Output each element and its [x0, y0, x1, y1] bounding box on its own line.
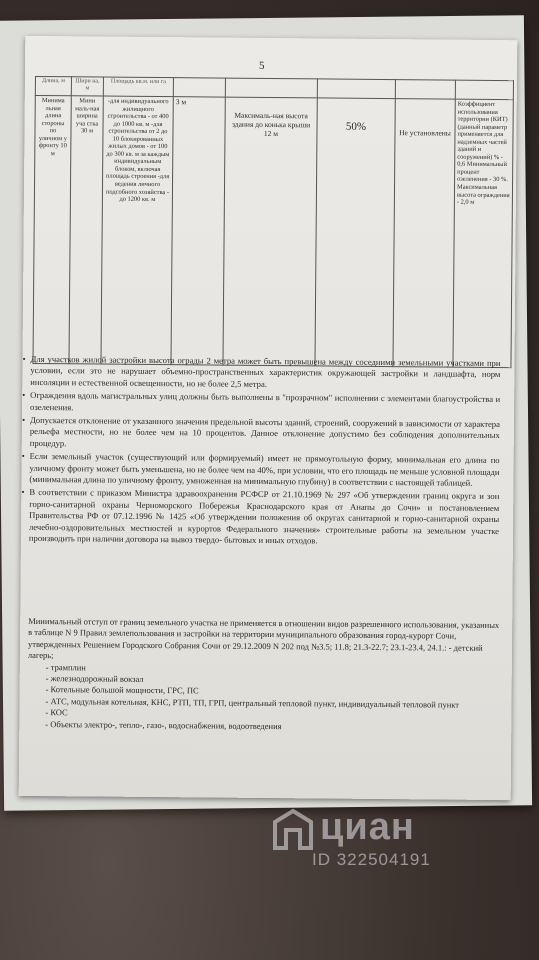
watermark-brand: циан — [320, 806, 415, 848]
header-empty-8 — [455, 80, 513, 100]
list-item: • Допускается отклонение от указанного значения предельной высоты зданий, строений, сооружений в зависимости от характера рельефа местности, но не более чем на 10 процентов. Данное отклонение допустимо без соблюдения дополнительных процедур. — [21, 414, 500, 449]
cell-max-height: Максималь-ная высота здания до конька крыши 12 м — [223, 97, 317, 366]
list-item: - трамплин — [45, 661, 86, 673]
list-item: • Для участков жилой застройки высота ограды 2 метра может быть превышена между соседними земельными участками при условии, если это не нарушает объемно-пространственных характеристик окружающей застройки и ландшафта, норм инсоляции и естественной освещенности, но не более 2,5 метра. — [22, 353, 501, 389]
list-item: • Ограждения вдоль магистральных улиц должны быть выполнены в "прозрачном" исполнении с элементами благоустройства и озеленения. — [22, 390, 501, 412]
cell-coverage: 50% — [315, 98, 395, 367]
footnote-intro: Минимальный отступ от границ земельного участка не применяется в отношении видов разрешенного использования, указанных в таблице N 9 Правил землепользования и застройки на территории муниципального образования город-курорт Сочи, утвержденных Решением Городского Собрания Сочи от 29.12.2009 N 202 под №3.5; 11.8; 21.3-22.7; 23.1-23.4, 24.1.: - детский лагерь; — [27, 615, 500, 661]
cell-min-width: Мини маль-ная ширина уча стка 30 м — [69, 96, 103, 364]
header-area: Площадь кв.м. или га — [103, 77, 173, 97]
cell-area-limits: -для индивидуального жилищного строительства - от 400 до 1000 кв. м -для строительства от 2 до 10 блокированных жилых домов - от 100 до 300 кв. м за каждым индивидуальным блоком, включая площадь строения -для ведения личного подсобного хозяйства - до 1200 кв. м — [101, 96, 173, 365]
cian-watermark — [272, 808, 532, 878]
header-empty-7 — [395, 80, 455, 100]
document-page — [19, 36, 518, 800]
list-item: - Котельные большой мощности, ГРС, ПС — [45, 684, 199, 696]
table-row — [33, 95, 513, 367]
cian-logo-icon — [272, 808, 314, 850]
header-empty-6 — [317, 79, 395, 99]
cell-setback: 3 м — [171, 97, 225, 365]
list-item: - АТС, модульная котельная, КНС, РТП, ТП, ГРП, центральный тепловой пункт, индивидуальный тепловой пункт — [45, 695, 460, 710]
list-item: - Объекты электро-, тепло-, газо-, водоснабжения, водоотведения — [45, 718, 282, 731]
setback-exceptions — [27, 616, 502, 734]
list-item: • В соответствии с приказом Министра здравоохранения РСФСР от 21.10.1969 № 297 «Об утверждении границ округа и зон горно-санитарной охраны Черноморского Побережья Краснодарского края от Анапы до Сочи» и постановлением Правительства РФ от 07.12.1996 № 1425 «Об утверждении положения об округах санитарной и горно-санитарной охраны лечебно-оздоровительных местностей и курортов Федерального значения» строительные работы на земельном участке производить при наличии договора на вывоз твердо- бытовых и иных отходов. — [21, 487, 500, 546]
parameters-table — [32, 76, 513, 368]
cell-not-set: Не установлены — [393, 99, 455, 368]
header-empty-4 — [173, 78, 225, 97]
list-item: - КОС — [45, 707, 68, 718]
cell-kit: Коэффициент использования территории (КИТ) (данный параметр применяется для надземных частей зданий и сооружений) % - 0,6 Минимальный процент озеленения - 30 %. Максимальная высота ограждения - 2,0 м — [453, 99, 513, 367]
cell-min-length: Минима льная длина стороны по уличном у фронту 10 м — [33, 95, 71, 363]
list-item: • Если земельный участок (существующий или формируемый) имеет не прямоугольную форму, минимальная его длина по уличному фронту может быть уменьшена, но не более чем на 40%, при условии, что его площадь не меньше условной площади (минимальная длина по уличному фронту, умноженная на минимальную глубину) в соответствии с настоящей таблицей. — [21, 451, 500, 488]
list-item: - железнодорожный вокзал — [45, 673, 144, 684]
header-length: Длина, м — [35, 76, 71, 95]
paragraph-list — [21, 353, 501, 551]
page-number: 5 — [259, 59, 265, 72]
watermark-id: ID 322504191 — [312, 850, 431, 869]
header-width: Шири на, м — [71, 77, 103, 96]
header-empty-5 — [225, 78, 317, 98]
